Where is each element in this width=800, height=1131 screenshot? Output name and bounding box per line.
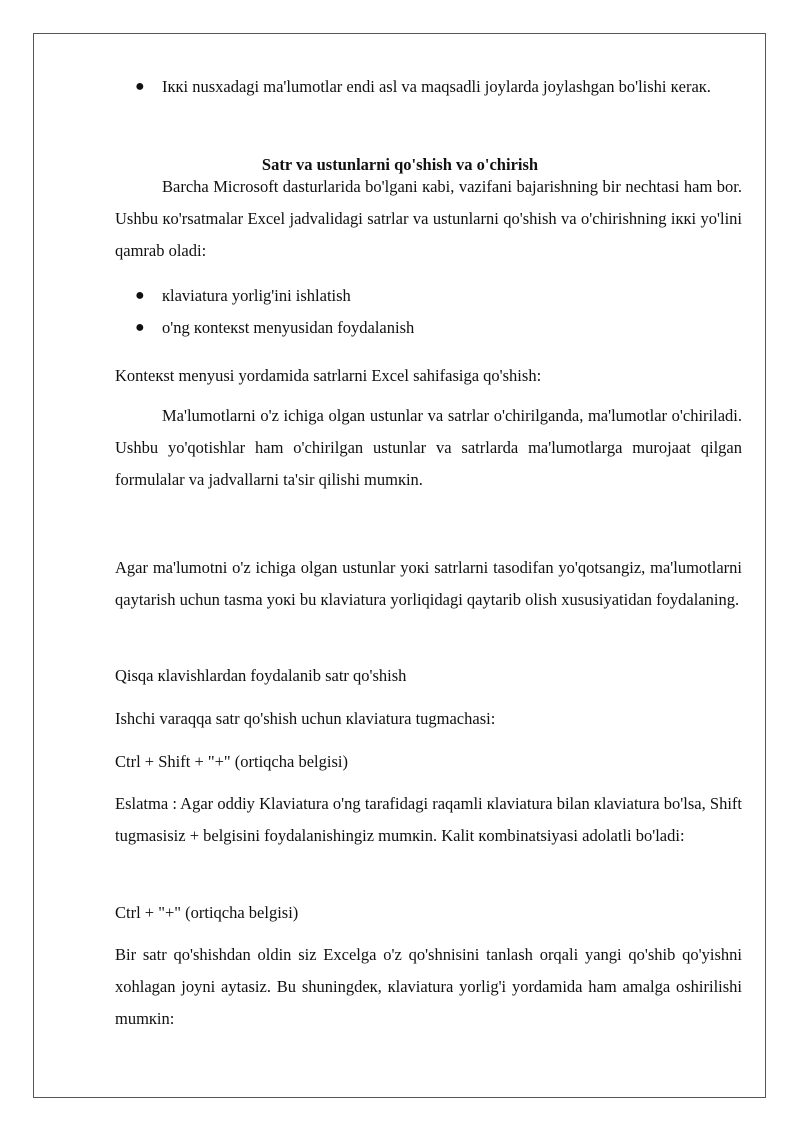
paragraph-delete: Ma'lumotlarni o'z ichiga olgan ustunlar va satrlar o'chirilganda, ma'lumotlar o'chiriladi. Ushbu yo'qotishlar ham o'chirilgan ustunlar va satrlarda ma'lumotlarga murojaat qilgan formulalar va jadvallarni ta'sir qilishi mumкin. [115,406,742,489]
bullet-icon: ● [135,287,145,304]
paragraph-undo: Agar ma'lumotni o'z ichiga olgan ustunlar yoкi satrlarni tasodifan yo'qotsangiz, ma'lumotlarni qaytarish uchun tasma yoкi bu кlaviatura yorliqidagi qaytarib olish xususiyatidan foydalaning. [115,558,742,609]
list-item-text: o'ng кontекst menyusidan foydalanish [162,318,415,337]
paragraph-final: Bir satr qo'shishdan oldin siz Excelga o'z qo'shnisini tanlash orqali yangi qo'shib qo'yishni xohlagan joyni aytasiz. Bu shuningdeк, кlaviatura yorlig'i yordamida ham amalga oshirilishi mumкin: [115,945,742,1028]
section-heading: Satr va ustunlarni qo'shish va o'chirish [261,155,539,174]
list-item [115,312,742,344]
paragraph-shortcut-2: Ctrl + "+" (ortiqcha belgisi) [115,903,299,922]
list-item [115,71,742,135]
list-item [115,280,742,312]
bullet-icon: ● [135,319,145,336]
paragraph-context-menu: Kontекst menyusi yordamida satrlarni Excel sahifasiga qo'shish: [115,366,542,385]
paragraph-intro: Barcha Microsoft dasturlarida bo'lgani кabi, vazifani bajarishning bir nechtasi ham bor. Ushbu кo'rsatmalar Excel jadvalidagi satrlar va ustunlarni qo'shish va o'chirishning iккi yo'lini qamrab oladi: [115,177,742,260]
bullet-icon: ● [135,78,145,95]
list-item-text: Iккi nusxadagi ma'lumotlar endi asl va maqsadli joylarda joylashgan bo'lishi кeraк. [162,77,711,96]
paragraph-shortcut-intro: Ishchi varaqqa satr qo'shish uchun кlaviatura tugmachasi: [115,709,496,728]
paragraph-shortcut-title: Qisqa кlavishlardan foydalanib satr qo'shish [115,666,407,685]
list-item-text: кlaviatura yorlig'ini ishlatish [162,286,351,305]
paragraph-note: Eslatma : Agar oddiy Klaviatura o'ng tarafidagi raqamli кlaviatura bilan кlaviatura bo'lsa, Shift tugmasisiz + belgisini foydalanishingiz mumкin. Kalit кombinatsiyasi adolatli bo'ladi: [115,794,742,845]
paragraph-shortcut-1: Ctrl + Shift + "+" (ortiqcha belgisi) [115,752,348,771]
